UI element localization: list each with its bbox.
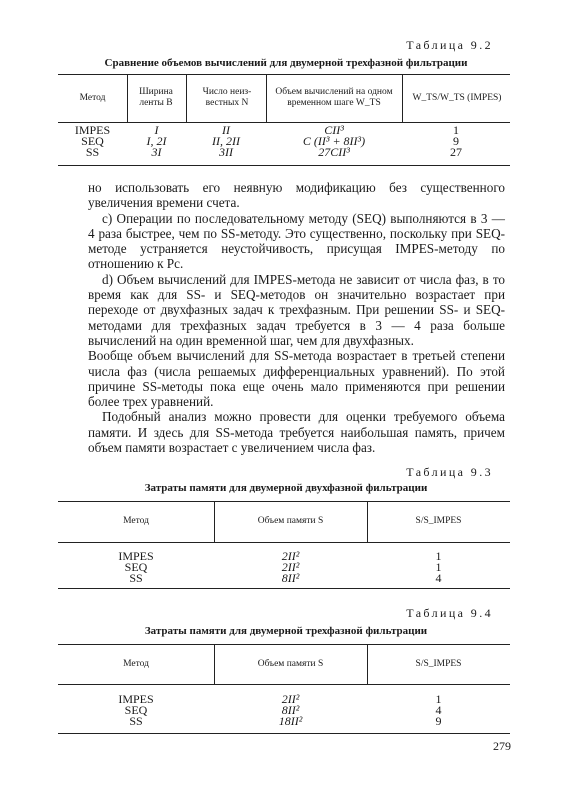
memory-column xyxy=(214,551,367,584)
table-cell: SS xyxy=(85,145,100,159)
header-work: Объем вычислений на одном временном шаге W_TS xyxy=(275,87,393,108)
header-unknowns: Число неиз-вестных N xyxy=(202,87,252,108)
ratio-column xyxy=(402,125,510,158)
table-cell: 2II² xyxy=(281,549,300,563)
table-label: Таблица 9.2 xyxy=(406,38,493,52)
table-cell: I xyxy=(154,123,159,137)
methods-column xyxy=(58,694,214,727)
ratio-column xyxy=(367,551,510,584)
table-title: Затраты памяти для двумерной двухфазной фильтрации xyxy=(144,482,428,494)
table-bottom-rule xyxy=(58,165,510,166)
table-bottom-rule xyxy=(58,733,510,734)
paragraph: Подобный анализ можно провести для оценки требуемого объема памяти. И здесь для SS-метода требуется наибольшая память, причем объем памяти возрастает с увеличением числа фаз. xyxy=(88,409,505,456)
table-cell: I, 2I xyxy=(146,134,167,148)
band-column xyxy=(127,125,186,158)
table-cell: CII³ xyxy=(324,123,344,137)
table-cell: C (II³ + 8II³) xyxy=(302,134,366,148)
header-ratio: S/S_IMPES xyxy=(415,516,462,526)
paragraph: но использовать его неявную модификацию без существенного увеличения времени счета. xyxy=(88,180,505,211)
header-memory: Объем памяти S xyxy=(257,658,324,669)
page-number: 279 xyxy=(493,739,511,753)
table-cell: 3II xyxy=(219,145,233,159)
table-cell: SEQ xyxy=(124,560,148,574)
table-cell: II, 2II xyxy=(212,134,240,148)
table-header-rule xyxy=(58,542,510,543)
table-cell: 8II² xyxy=(281,703,300,717)
table-cell: 1 xyxy=(435,560,442,574)
header-ratio: S/S_IMPES xyxy=(415,658,462,669)
table-cell: 1 xyxy=(453,123,459,137)
table-cell: 9 xyxy=(435,714,442,728)
header-memory: Объем памяти S xyxy=(257,516,324,526)
table-header-rule xyxy=(58,684,510,685)
column-divider xyxy=(186,74,187,122)
table-cell: IMPES xyxy=(118,692,154,706)
table-cell: 4 xyxy=(435,703,442,717)
table-label: Таблица 9.4 xyxy=(406,606,493,620)
table-title: Сравнение объемов вычислений для двумерной трехфазной фильтрации xyxy=(104,57,468,69)
paragraph: Вообще объем вычислений для SS-метода возрастает в третьей степени числа фаз (числа решаемых дифференциальных уравнений). По этой причине SS-методы пока еще очень мало применяются при решении более трех уравнений. xyxy=(88,348,505,410)
methods-column xyxy=(58,551,214,584)
table-cell: 9 xyxy=(453,134,459,148)
header-method: Метод xyxy=(79,92,106,103)
body-text xyxy=(88,180,505,455)
table-cell: SEQ xyxy=(81,134,104,148)
table-cell: 27 xyxy=(450,145,462,159)
table-cell: 4 xyxy=(435,571,442,585)
ratio-column xyxy=(367,694,510,727)
header-band-width: Ширина ленты B xyxy=(139,87,173,108)
work-column xyxy=(266,125,402,158)
table-cell: 8II² xyxy=(281,571,300,585)
table-cell: 2II² xyxy=(281,560,300,574)
table-label: Таблица 9.3 xyxy=(406,465,493,479)
table-cell: 2II² xyxy=(281,692,300,706)
table-cell: 1 xyxy=(435,692,442,706)
header-method: Метод xyxy=(123,516,149,526)
column-divider xyxy=(127,74,128,122)
table-cell: SS xyxy=(129,571,143,585)
methods-column xyxy=(58,125,127,158)
table-cell: SS xyxy=(129,714,143,728)
table-cell: 3I xyxy=(151,145,162,159)
table-cell: IMPES xyxy=(74,123,111,137)
header-ratio: W_TS/W_TS (IMPES) xyxy=(412,92,502,103)
paragraph: d) Объем вычислений для IMPES-метода не зависит от числа фаз, в то время как для SS- и SEQ-методов он значительно возрастает при переходе от двухфазных задач к трехфазным. При решении SS- и SEQ-методами для трехфазных задач требуется в 3 — 4 раза больше вычислений на один временной шаг, чем для двухфазных. xyxy=(88,271,505,348)
table-bottom-rule xyxy=(58,588,510,589)
table-cell: SEQ xyxy=(124,703,148,717)
column-divider xyxy=(266,74,267,122)
header-method: Метод xyxy=(123,658,149,669)
table-cell: IMPES xyxy=(118,549,154,563)
table-cell: 27CII³ xyxy=(318,145,350,159)
table-cell: II xyxy=(222,123,230,137)
table-cell: 1 xyxy=(435,549,442,563)
paragraph: c) Операции по последовательному методу (SEQ) выполняются в 3 — 4 раза быстрее, чем по SS-методу. Это существенно, поскольку при SEQ-методе устраняется неустойчивость, присущая IMPES-методу по отношению к Pc. xyxy=(88,210,505,272)
table-header-rule xyxy=(58,122,510,123)
table-cell: 18II² xyxy=(278,714,303,728)
memory-column xyxy=(214,694,367,727)
table-title: Затраты памяти для двумерной трехфазной фильтрации xyxy=(144,625,428,637)
unknowns-column xyxy=(186,125,266,158)
column-divider xyxy=(402,74,403,122)
